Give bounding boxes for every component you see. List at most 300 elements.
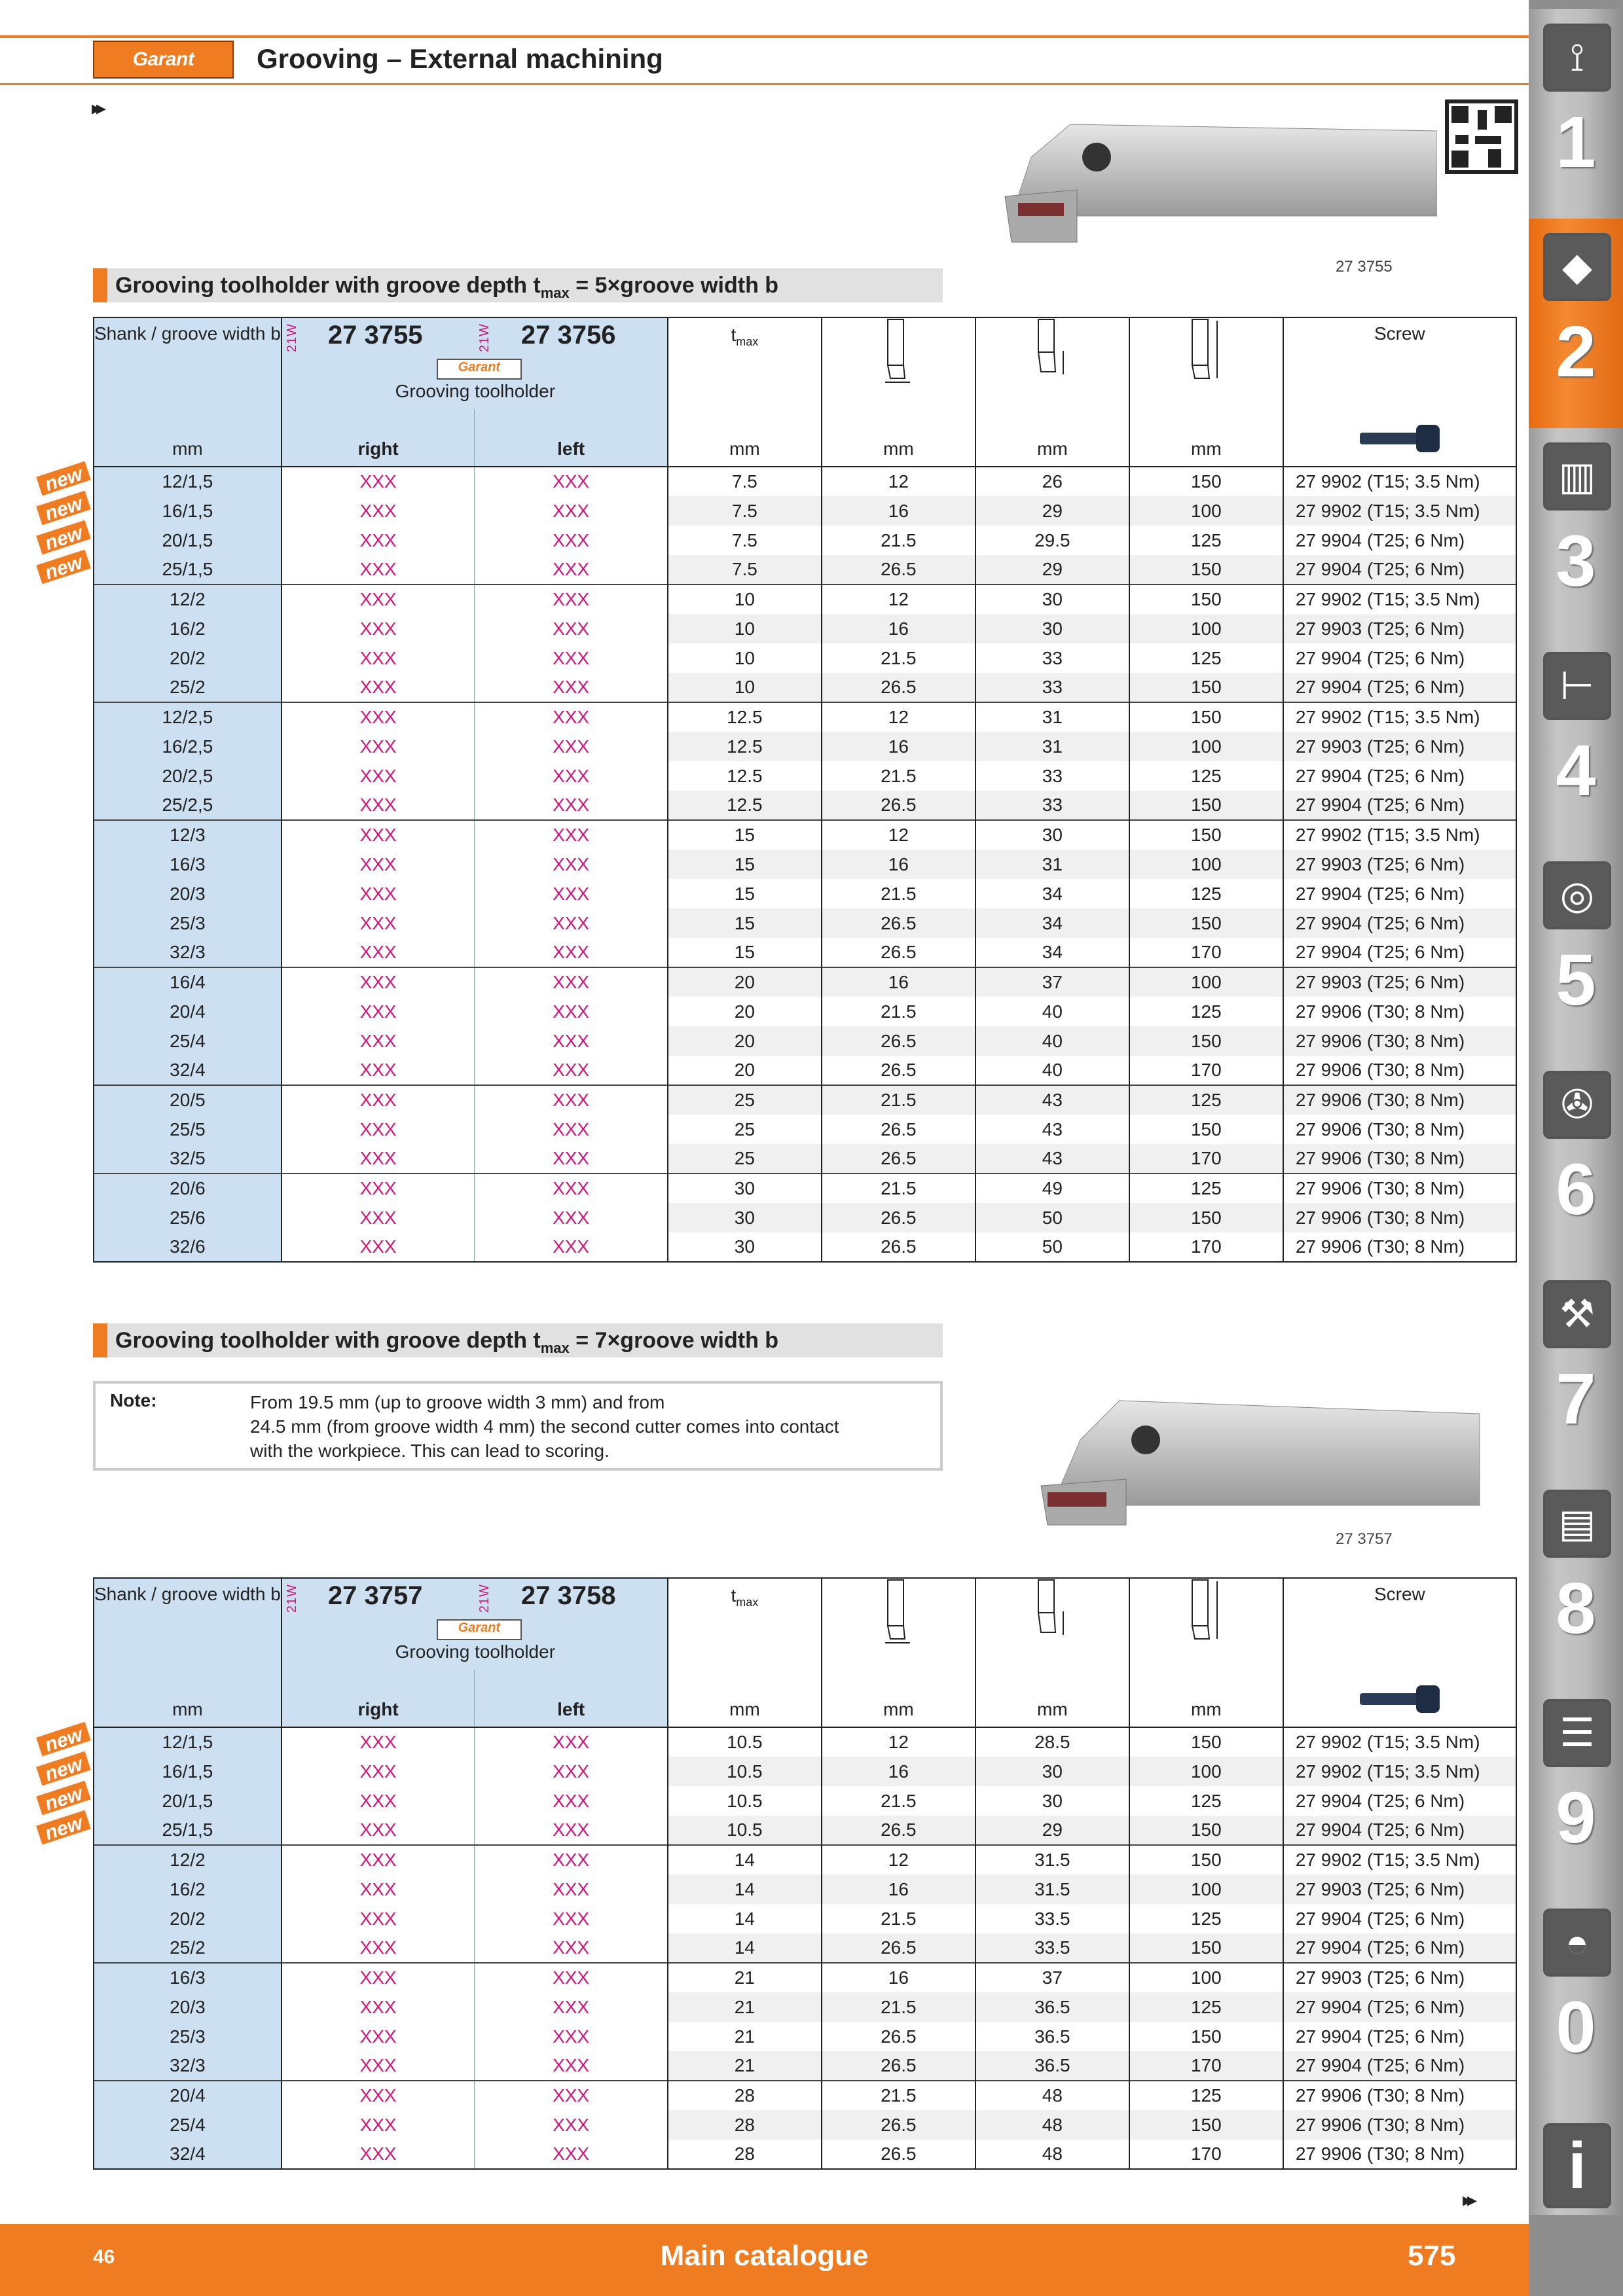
chapter-number: 8: [1556, 1568, 1596, 1649]
article-left-cell: XXX: [475, 820, 668, 850]
article-right-cell: XXX: [282, 1174, 475, 1203]
table-row: [94, 1085, 1516, 1115]
table-row: [94, 1026, 1516, 1056]
screw-cell: 27 9904 (T25; 6 Nm): [1283, 2022, 1516, 2051]
h-cell: 12: [822, 820, 976, 850]
table-row: [94, 1786, 1516, 1816]
tmax-cell: 28: [668, 2081, 822, 2110]
chapter-tab-7[interactable]: [1529, 1266, 1623, 1475]
chapter-tab-1[interactable]: [1529, 9, 1623, 219]
article-left-cell: XXX: [475, 1174, 668, 1203]
forward-nav-icon-bottom[interactable]: ▸▸: [1463, 2189, 1472, 2211]
tmax-cell: 7.5: [668, 496, 822, 526]
l2-cell: 150: [1129, 702, 1283, 732]
article-right-cell: XXX: [282, 673, 475, 702]
footer: [0, 2224, 1529, 2296]
h-cell: 26.5: [822, 1232, 976, 1262]
screw-cell: 27 9902 (T15; 3.5 Nm): [1283, 467, 1516, 496]
garant-logo: Garant: [93, 41, 234, 79]
article-right-cell: XXX: [282, 820, 475, 850]
l2-cell: 170: [1129, 2140, 1283, 2169]
l2-cell: 150: [1129, 908, 1283, 938]
table-row: [94, 2140, 1516, 2169]
chapter-tab-0[interactable]: [1529, 1894, 1623, 2104]
article-left-cell: XXX: [475, 1026, 668, 1056]
article-left-cell: XXX: [475, 1727, 668, 1757]
screw-cell: 27 9906 (T30; 8 Nm): [1283, 1026, 1516, 1056]
shank-cell: 20/2: [94, 643, 282, 673]
article-left-cell: XXX: [475, 997, 668, 1026]
shank-cell: 25/1,5: [94, 555, 282, 584]
article-left-cell: XXX: [475, 555, 668, 584]
l1-cell: 33: [976, 791, 1129, 820]
tmax-cell: 20: [668, 1026, 822, 1056]
table-row: [94, 1056, 1516, 1085]
table-row: [94, 2022, 1516, 2051]
shank-cell: 20/4: [94, 2081, 282, 2110]
screw-cell: 27 9902 (T15; 3.5 Nm): [1283, 1727, 1516, 1757]
article-left-cell: XXX: [475, 2110, 668, 2140]
wrench-icon: ✇: [1543, 1071, 1611, 1139]
l2-cell: 170: [1129, 1144, 1283, 1174]
screw-cell: 27 9906 (T30; 8 Nm): [1283, 1115, 1516, 1144]
screw-cell: 27 9904 (T25; 6 Nm): [1283, 526, 1516, 555]
h-cell: 21.5: [822, 997, 976, 1026]
l2-cell: 100: [1129, 1963, 1283, 1992]
screw-cell: 27 9904 (T25; 6 Nm): [1283, 1992, 1516, 2022]
chapter-number: 2: [1556, 312, 1596, 392]
h-cell: 26.5: [822, 1115, 976, 1144]
toolholder-27-3755-image: [992, 118, 1437, 255]
l2-cell: 100: [1129, 496, 1283, 526]
table-row: [94, 879, 1516, 908]
article-left-cell: XXX: [475, 1115, 668, 1144]
h-cell: 12: [822, 1727, 976, 1757]
article-left-cell: XXX: [475, 643, 668, 673]
tmax-cell: 10.5: [668, 1727, 822, 1757]
table-row: [94, 1904, 1516, 1933]
shank-cell: 32/4: [94, 2140, 282, 2169]
article-right-cell: XXX: [282, 1992, 475, 2022]
chapter-number: 7: [1556, 1359, 1596, 1439]
l2-cell: 100: [1129, 967, 1283, 997]
saw-icon: ◎: [1543, 861, 1611, 929]
article-right-cell: XXX: [282, 1963, 475, 1992]
article-right-cell: XXX: [282, 614, 475, 643]
table-row: [94, 467, 1516, 496]
l1-cell: 31.5: [976, 1845, 1129, 1874]
article-right-cell: XXX: [282, 1757, 475, 1786]
shank-cell: 16/2,5: [94, 732, 282, 761]
l1-cell: 30: [976, 614, 1129, 643]
page-number-right: 575: [1408, 2240, 1456, 2272]
dim-l2-icon: [1129, 1578, 1283, 1670]
unit-mm: mm: [94, 409, 282, 467]
screw-cell: 27 9904 (T25; 6 Nm): [1283, 1786, 1516, 1816]
unit-mm: mm: [94, 1670, 282, 1727]
l1-cell: 43: [976, 1115, 1129, 1144]
l2-cell: 100: [1129, 850, 1283, 879]
chapter-number: 3: [1556, 521, 1596, 601]
l1-cell: 33: [976, 673, 1129, 702]
article-left-cell: XXX: [475, 614, 668, 643]
tmax-cell: 14: [668, 1845, 822, 1874]
drill-icon: ⟟: [1543, 24, 1611, 92]
toolholder-table-5x: Shank / groove width b 21W 27 3755 21W 27 3756 Garant Grooving toolholder $t_{max}$ Screw mm right left mm mm mm mm 12/1,5 XXX XXX 7.5 12 26 150 27 9902 (T15; 3.5 Nm) 16/1,5 XXX XXX 7.5 16 29 100 27 9902 (T15; 3.5 Nm) 20/1,5 XXX XXX 7.5 21.5 29.5 125 27 9904 (T25; 6 Nm) 25/1,5 XXX XXX 7.5 26.5 29 150 27 9904 (T25; 6 Nm) 12/2 XXX XXX 10 12 30 150 27 9902 (T15; 3.5 Nm) 16/2 XXX XXX 10 16 30 100 27 9903 (T25; 6 Nm) 20/2 XXX XXX 10 21.5 33 125 27 9904 (T25; 6 Nm) 25/2 XXX XXX 10 26.5 33 150 27 9904 (T25; 6 Nm) 12/2,5 XXX XXX 12.5 12 31 150 27 9902 (T15; 3.5 Nm) 16/2,5 XXX XXX 12.5 16 31 100 27 9903 (T25; 6 Nm) 20/2,5 XXX XXX 12.5 21.5 33 125 27 9904 (T25; 6 Nm) 25/2,5 XXX XXX 12.5 26.5 33 150 27 9904 (T25; 6 Nm) 12/3 XXX XXX 15 12 30 150 27 9902 (T15; 3.5 Nm) 16/3 XXX XXX 15 16 31 100 27 9903 (T25; 6 Nm) 20/3 XXX XXX 15 21.5 34 125 27 9904 (T25; 6 Nm) 25/3 XXX XXX 15 26.5 34 150 27 9904 (T25; 6 Nm) 32/3 XXX XXX 15 26.5 34 170 27 9904 (T25; 6 Nm) 16/4 XXX XXX 20 16 37 100 27 9903 (T25; 6 Nm) 20/4 XXX XXX 20 21.5 40 125 27 9906 (T30; 8 Nm) 25/4 XXX XXX 20 26.5 40 150 27 9906 (T30; 8 Nm) 32/4 XXX XXX 20 26.5 40 170 27 9906 (T30; 8 Nm) 20/5 XXX XXX 25 21.5 43 125 27 9906 (T30; 8 Nm) 25/5 XXX XXX 25 26.5 43 150 27 9906 (T30; 8 Nm) 32/5 XXX XXX 25 26.5 43 170 27 9906 (T30; 8 Nm) 20/6 XXX XXX 30 21.5 49 125 27 9906 (T30; 8 Nm) 25/6 XXX XXX 30 26.5 50 150 27 9906 (T30; 8 Nm) 32/6 XXX XXX 30 26.5 50 170 27 9906 (T30; 8 Nm): [93, 317, 1517, 1263]
article-left-cell: XXX: [475, 1816, 668, 1845]
screw-cell: 27 9904 (T25; 6 Nm): [1283, 908, 1516, 938]
table-row: [94, 496, 1516, 526]
screw-cell: 27 9906 (T30; 8 Nm): [1283, 2110, 1516, 2140]
l2-cell: 125: [1129, 1992, 1283, 2022]
table-row: [94, 1845, 1516, 1874]
l2-cell: 150: [1129, 1203, 1283, 1232]
l2-cell: 150: [1129, 1115, 1283, 1144]
dim-h-icon: [822, 317, 976, 409]
shank-cell: 12/1,5: [94, 467, 282, 496]
tmax-cell: 25: [668, 1115, 822, 1144]
h-cell: 26.5: [822, 938, 976, 967]
table-row: [94, 526, 1516, 555]
h-cell: 26.5: [822, 1203, 976, 1232]
left-label: left: [475, 409, 668, 467]
tmax-cell: 30: [668, 1174, 822, 1203]
tmax-cell: 21: [668, 2022, 822, 2051]
h-cell: 26.5: [822, 908, 976, 938]
screw-cell: 27 9904 (T25; 6 Nm): [1283, 938, 1516, 967]
article-right-cell: XXX: [282, 938, 475, 967]
tmax-cell: 20: [668, 967, 822, 997]
article-left-cell: XXX: [475, 2022, 668, 2051]
chapter-tab-9[interactable]: [1529, 1685, 1623, 1894]
table-row: [94, 820, 1516, 850]
dim-l1-icon: [976, 1578, 1129, 1670]
tmax-cell: 7.5: [668, 526, 822, 555]
tmax-cell: 12.5: [668, 732, 822, 761]
image-caption: 27 3755: [1336, 258, 1393, 276]
shank-cell: 32/3: [94, 2051, 282, 2081]
table-row: [94, 1963, 1516, 1992]
screw-cell: 27 9902 (T15; 3.5 Nm): [1283, 820, 1516, 850]
article-left-cell: XXX: [475, 1904, 668, 1933]
dim-l2-icon: [1129, 317, 1283, 409]
l2-cell: 125: [1129, 879, 1283, 908]
article-right-cell: XXX: [282, 1874, 475, 1904]
l2-cell: 150: [1129, 555, 1283, 584]
tmax-header: $t_{max}$: [668, 1578, 822, 1670]
article-left-cell: XXX: [475, 467, 668, 496]
screw-cell: 27 9906 (T30; 8 Nm): [1283, 1203, 1516, 1232]
tmax-cell: 14: [668, 1933, 822, 1963]
chapter-tab-2[interactable]: [1529, 219, 1623, 428]
tmax-cell: 21: [668, 2051, 822, 2081]
article-right-cell: XXX: [282, 850, 475, 879]
screw-cell: 27 9906 (T30; 8 Nm): [1283, 1144, 1516, 1174]
article-right-cell: XXX: [282, 1816, 475, 1845]
shank-cell: 12/2: [94, 1845, 282, 1874]
l1-cell: 34: [976, 938, 1129, 967]
l2-cell: 100: [1129, 1757, 1283, 1786]
note-text: From 19.5 mm (up to groove width 3 mm) and from 24.5 mm (from groove width 4 mm) the second cutter comes into contact with the workpiece. This can lead to scoring.: [250, 1392, 839, 1461]
chapter-tab-8[interactable]: [1529, 1475, 1623, 1685]
tmax-header: $t_{max}$: [668, 317, 822, 409]
l2-cell: 125: [1129, 997, 1283, 1026]
article-left-cell: XXX: [475, 908, 668, 938]
screw-cell: 27 9904 (T25; 6 Nm): [1283, 1933, 1516, 1963]
left-label: left: [475, 1670, 668, 1727]
article-left-cell: XXX: [475, 2140, 668, 2169]
tmax-cell: 12.5: [668, 702, 822, 732]
new-badge: new: [35, 1779, 92, 1817]
shank-cell: 32/6: [94, 1232, 282, 1262]
shank-cell: 16/4: [94, 967, 282, 997]
h-cell: 21.5: [822, 1085, 976, 1115]
article-right-cell: XXX: [282, 2140, 475, 2169]
h-cell: 21.5: [822, 879, 976, 908]
article-right-cell: XXX: [282, 1845, 475, 1874]
h-cell: 12: [822, 702, 976, 732]
forward-nav-icon[interactable]: ▸▸: [92, 98, 101, 119]
chuck-icon: ▥: [1543, 442, 1611, 511]
chapter-tab-5[interactable]: [1529, 847, 1623, 1056]
page-number-left: 46: [93, 2246, 115, 2268]
article-right-cell: XXX: [282, 761, 475, 791]
tmax-cell: 25: [668, 1085, 822, 1115]
table-row: [94, 1757, 1516, 1786]
article-left-cell: XXX: [475, 850, 668, 879]
tmax-cell: 10.5: [668, 1786, 822, 1816]
shank-cell: 32/3: [94, 938, 282, 967]
shank-cell: 20/2,5: [94, 761, 282, 791]
shank-cell: 16/2: [94, 614, 282, 643]
h-cell: 21.5: [822, 2081, 976, 2110]
new-badge: new: [35, 459, 92, 497]
l1-cell: 33: [976, 761, 1129, 791]
l1-cell: 31.5: [976, 1874, 1129, 1904]
screw-cell: 27 9904 (T25; 6 Nm): [1283, 879, 1516, 908]
screw-header: Screw: [1283, 1578, 1516, 1670]
table-row: [94, 1144, 1516, 1174]
shank-header: Shank / groove width b: [94, 317, 282, 409]
table-row: [94, 2051, 1516, 2081]
article-left-cell: XXX: [475, 1933, 668, 1963]
h-cell: 26.5: [822, 673, 976, 702]
screw-cell: 27 9903 (T25; 6 Nm): [1283, 614, 1516, 643]
screw-icon: [1283, 1670, 1516, 1727]
l2-cell: 100: [1129, 732, 1283, 761]
screw-cell: 27 9906 (T30; 8 Nm): [1283, 1232, 1516, 1262]
l1-cell: 50: [976, 1203, 1129, 1232]
shank-cell: 20/1,5: [94, 1786, 282, 1816]
article-left-cell: XXX: [475, 879, 668, 908]
tmax-cell: 28: [668, 2110, 822, 2140]
chapter-tab-3[interactable]: [1529, 428, 1623, 637]
table-row: [94, 850, 1516, 879]
pliers-icon: ⚒: [1543, 1280, 1611, 1348]
tmax-cell: 10.5: [668, 1816, 822, 1845]
article-right-cell: XXX: [282, 526, 475, 555]
l2-cell: 150: [1129, 1845, 1283, 1874]
l1-cell: 29: [976, 496, 1129, 526]
article-right-cell: XXX: [282, 908, 475, 938]
h-cell: 26.5: [822, 791, 976, 820]
table-row: [94, 1174, 1516, 1203]
h-cell: 21.5: [822, 1786, 976, 1816]
table-row: [94, 938, 1516, 967]
safety-icon: ◓: [1543, 1909, 1611, 1977]
tmax-cell: 30: [668, 1203, 822, 1232]
l1-cell: 30: [976, 584, 1129, 614]
shank-cell: 25/2: [94, 673, 282, 702]
article-right-cell: XXX: [282, 997, 475, 1026]
h-cell: 26.5: [822, 1933, 976, 1963]
article-left-cell: XXX: [475, 967, 668, 997]
article-header: 21W 27 3755 21W 27 3756 Garant Grooving toolholder: [282, 317, 668, 409]
garant-logo-small: Garant: [437, 359, 522, 380]
shank-cell: 32/5: [94, 1144, 282, 1174]
insert-icon: ◆: [1543, 233, 1611, 301]
shank-cell: 25/3: [94, 908, 282, 938]
l2-cell: 125: [1129, 1904, 1283, 1933]
l1-cell: 30: [976, 1786, 1129, 1816]
l1-cell: 30: [976, 820, 1129, 850]
tmax-cell: 10: [668, 614, 822, 643]
article-right-cell: XXX: [282, 1085, 475, 1115]
tmax-cell: 12.5: [668, 761, 822, 791]
shank-cell: 25/4: [94, 1026, 282, 1056]
header-bottom-rule: [0, 83, 1529, 85]
screw-cell: 27 9904 (T25; 6 Nm): [1283, 1816, 1516, 1845]
tmax-cell: 21: [668, 1963, 822, 1992]
article-right-cell: XXX: [282, 1727, 475, 1757]
table-row: [94, 643, 1516, 673]
article-right-cell: XXX: [282, 1056, 475, 1085]
l1-cell: 36.5: [976, 2051, 1129, 2081]
article-left-cell: XXX: [475, 496, 668, 526]
screw-cell: 27 9902 (T15; 3.5 Nm): [1283, 584, 1516, 614]
qr-code-icon[interactable]: [1445, 99, 1518, 174]
l1-cell: 49: [976, 1174, 1129, 1203]
l1-cell: 31: [976, 850, 1129, 879]
article-right-cell: XXX: [282, 702, 475, 732]
chapter-tab-4[interactable]: [1529, 637, 1623, 847]
article-left-cell: XXX: [475, 1085, 668, 1115]
shank-cell: 32/4: [94, 1056, 282, 1085]
shank-cell: 20/4: [94, 997, 282, 1026]
chapter-tab-i[interactable]: [1529, 2104, 1623, 2215]
table-row: [94, 1933, 1516, 1963]
l1-cell: 29: [976, 1816, 1129, 1845]
h-cell: 16: [822, 967, 976, 997]
article-left-cell: XXX: [475, 1963, 668, 1992]
article-left-cell: XXX: [475, 1845, 668, 1874]
toolholder-27-3757-image: [1034, 1394, 1486, 1532]
article-left-cell: XXX: [475, 702, 668, 732]
shank-cell: 25/4: [94, 2110, 282, 2140]
screw-cell: 27 9902 (T15; 3.5 Nm): [1283, 496, 1516, 526]
shank-cell: 20/6: [94, 1174, 282, 1203]
l2-cell: 170: [1129, 1056, 1283, 1085]
h-cell: 21.5: [822, 1992, 976, 2022]
screw-cell: 27 9906 (T30; 8 Nm): [1283, 1174, 1516, 1203]
article-right-cell: XXX: [282, 555, 475, 584]
l1-cell: 43: [976, 1085, 1129, 1115]
shank-cell: 20/3: [94, 879, 282, 908]
table-row: [94, 673, 1516, 702]
table-row: [94, 732, 1516, 761]
shank-cell: 25/5: [94, 1115, 282, 1144]
screw-cell: 27 9903 (T25; 6 Nm): [1283, 967, 1516, 997]
l2-cell: 150: [1129, 2022, 1283, 2051]
screw-cell: 27 9903 (T25; 6 Nm): [1283, 1963, 1516, 1992]
note-label: Note:: [110, 1390, 157, 1410]
shank-cell: 12/1,5: [94, 1727, 282, 1757]
chapter-number: 6: [1556, 1149, 1596, 1230]
chapter-tab-6[interactable]: [1529, 1056, 1623, 1266]
screw-cell: 27 9903 (T25; 6 Nm): [1283, 850, 1516, 879]
screw-cell: 27 9906 (T30; 8 Nm): [1283, 1056, 1516, 1085]
tmax-cell: 7.5: [668, 467, 822, 496]
h-cell: 16: [822, 614, 976, 643]
article-right-cell: XXX: [282, 584, 475, 614]
article-left-cell: XXX: [475, 526, 668, 555]
new-badge: new: [35, 548, 92, 586]
l1-cell: 37: [976, 1963, 1129, 1992]
h-cell: 21.5: [822, 761, 976, 791]
h-cell: 21.5: [822, 643, 976, 673]
table-row: [94, 584, 1516, 614]
l1-cell: 33.5: [976, 1904, 1129, 1933]
screw-icon: [1283, 409, 1516, 467]
table-row: [94, 997, 1516, 1026]
tmax-cell: 15: [668, 850, 822, 879]
l2-cell: 125: [1129, 643, 1283, 673]
article-right-cell: XXX: [282, 791, 475, 820]
chapter-number: 1: [1556, 102, 1596, 183]
l1-cell: 43: [976, 1144, 1129, 1174]
chapter-number: 4: [1556, 730, 1596, 811]
l1-cell: 29.5: [976, 526, 1129, 555]
h-cell: 26.5: [822, 2110, 976, 2140]
h-cell: 26.5: [822, 2022, 976, 2051]
tmax-cell: 7.5: [668, 555, 822, 584]
table-row: [94, 1874, 1516, 1904]
l2-cell: 150: [1129, 820, 1283, 850]
article-left-cell: XXX: [475, 732, 668, 761]
article-left-cell: XXX: [475, 1203, 668, 1232]
l2-cell: 150: [1129, 584, 1283, 614]
new-badge: new: [35, 489, 92, 527]
new-badge: new: [35, 1808, 92, 1846]
article-right-cell: XXX: [282, 967, 475, 997]
shank-cell: 16/1,5: [94, 496, 282, 526]
l2-cell: 150: [1129, 1026, 1283, 1056]
article-left-cell: XXX: [475, 791, 668, 820]
shank-cell: 25/3: [94, 2022, 282, 2051]
screw-cell: 27 9906 (T30; 8 Nm): [1283, 2081, 1516, 2110]
shank-cell: 12/3: [94, 820, 282, 850]
h-cell: 21.5: [822, 1904, 976, 1933]
new-badge: new: [35, 1749, 92, 1787]
h-cell: 16: [822, 732, 976, 761]
h-cell: 26.5: [822, 1026, 976, 1056]
shank-cell: 20/3: [94, 1992, 282, 2022]
l1-cell: 40: [976, 1026, 1129, 1056]
shank-header: Shank / groove width b: [94, 1578, 282, 1670]
table-row: [94, 908, 1516, 938]
table-row: [94, 1816, 1516, 1845]
shank-cell: 25/6: [94, 1203, 282, 1232]
